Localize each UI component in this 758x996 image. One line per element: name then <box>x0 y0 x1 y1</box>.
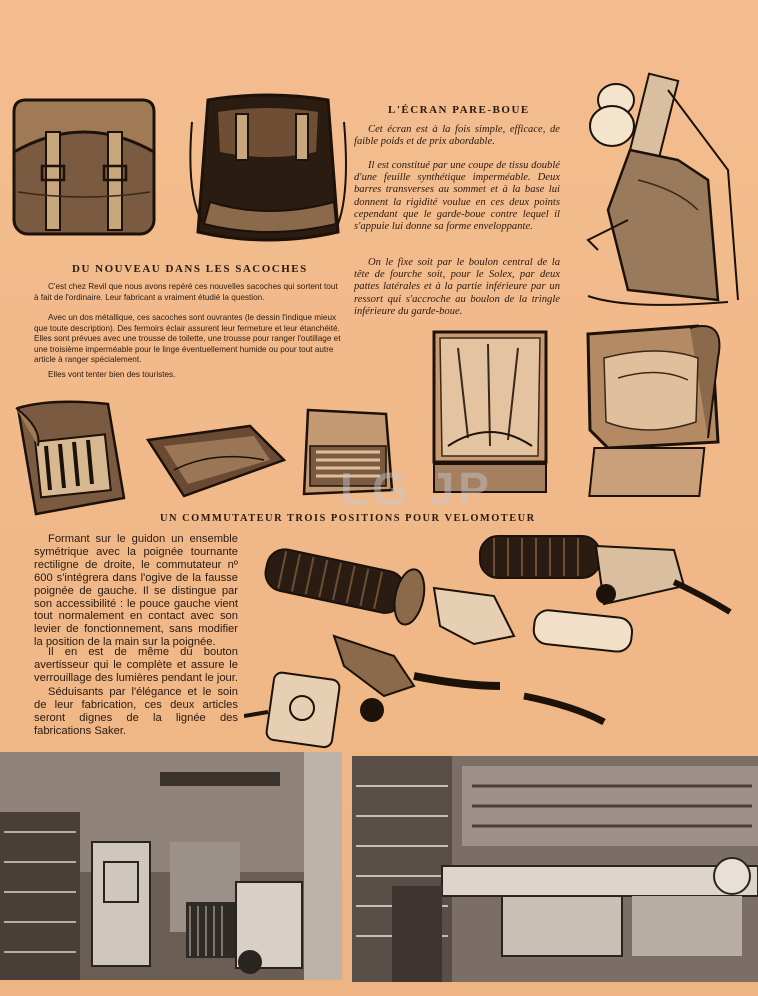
saddlebag-closed-illustration <box>8 92 160 244</box>
ecran-paragraph: Cet écran est à la fois simple, efficace, de faible poids et de prix abordable. <box>354 124 560 148</box>
sacoches-paragraph: Avec un dos métallique, ces sacoches sont ouvrantes (le dessin l'indique mieux que toute description). Des fermoirs éclair assurent leur fermeture et leur étanchéité. Elles sont prévues avec une trousse de toilette, une trousse pour ranger l'outillage et une troisième imperméable pour le linge éventuellement humide ou pour tout autre article à ranger spécialement. <box>34 313 341 365</box>
commutateur-heading: UN COMMUTATEUR TROIS POSITIONS POUR VELOMOTEUR <box>160 513 536 524</box>
commutateur-paragraph: Formant sur le guidon un ensemble symétrique avec la poignée tournante rectiligne de droite, le commutateur nº 600 s'intégrera dans l'ogive de la fausse poignée de gauche. Il se distingue par son accessibilité : le pouce gauche vient tout normalement en contact avec son levier de fonctionnement, sans modifier la position de la main sur la poignée. <box>34 533 238 649</box>
sacoches-heading: DU NOUVEAU DANS LES SACOCHES <box>72 263 308 275</box>
sacoches-paragraph: C'est chez Revil que nous avons repéré ces nouvelles sacoches qui sortent tout à fait de l'ordinaire. Leur fabricant a vraiment étudié la question. <box>34 282 338 302</box>
mudguard-screen-illustration <box>568 70 750 310</box>
ecran-heading: L'ÉCRAN PARE-BOUE <box>388 104 530 116</box>
pouch-tools-illustration <box>12 398 130 522</box>
workshop-photo-left <box>0 752 342 980</box>
saddlebag-flap-illustration <box>578 318 726 504</box>
switch-parts-illustration <box>244 526 754 754</box>
ecran-paragraph: On le fixe soit par le boulon central de la tête de fourche soit, pour le Solex, par deux pattes latérales et à la partie inférieure par un ressort qui s'accroche au boulon de la tringle inférieure du garde-boue. <box>354 257 560 317</box>
commutateur-paragraph: Il en est de même du bouton avertisseur qui le complète et assure le verrouillage des lumières pendant le jour. <box>34 646 238 684</box>
workshop-photo-right <box>352 756 758 982</box>
pouch-folded-illustration <box>144 420 290 502</box>
ecran-paragraph: Il est constitué par une coupe de tissu doublé d'une feuille synthétique imperméable. Deux barres transverses au sommet et à la base lui donnent la rigidité voulue en ces deux points cependant que le garde-boue contre lequel il s'appuie lui donne sa forme enveloppante. <box>354 160 560 233</box>
sacoches-paragraph: Elles vont tenter bien des touristes. <box>48 370 176 379</box>
commutateur-paragraph: Séduisants par l'élégance et le soin de leur fabrication, ces deux articles seront dignes de la lignée des fabrications Saker. <box>34 686 238 737</box>
watermark: LG JP <box>340 463 493 515</box>
saddlebag-open-illustration <box>188 92 348 250</box>
